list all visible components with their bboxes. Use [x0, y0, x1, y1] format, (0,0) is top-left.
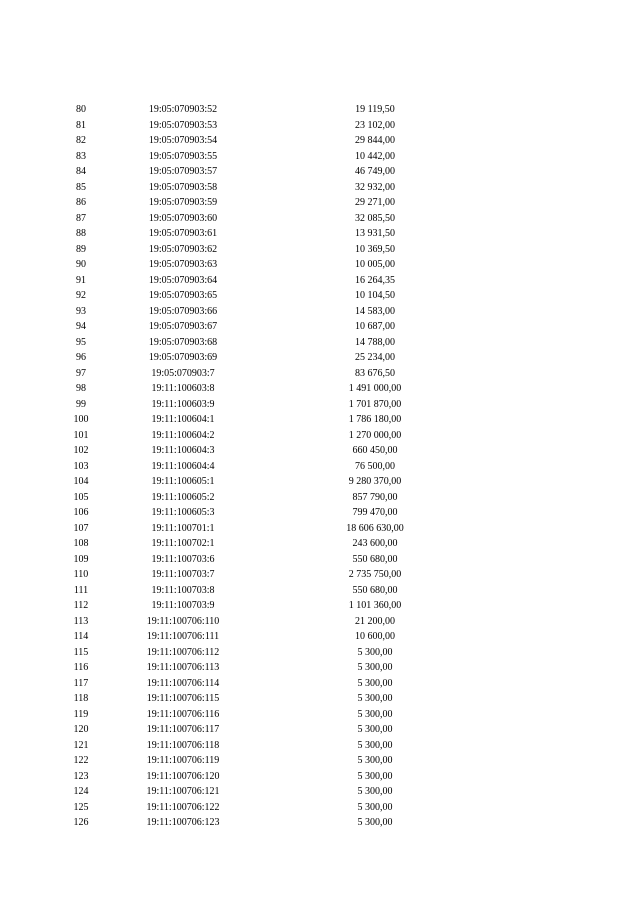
row-number-cell: 125 — [73, 801, 89, 813]
row-number-cell: 87 — [76, 212, 86, 224]
cadastral-number-cell: 19:05:070903:58 — [148, 181, 218, 193]
cadastral-number-cell: 19:11:100603:8 — [151, 383, 215, 394]
cadastral-number-cell: 19:11:100604:2 — [151, 429, 215, 441]
table-row — [0, 474, 640, 490]
table-row — [0, 769, 640, 785]
amount-cell: 21 200,00 — [355, 615, 395, 627]
amount-cell: 10 687,00 — [355, 321, 395, 332]
table-row — [0, 273, 640, 289]
amount-cell: 23 102,00 — [355, 119, 395, 131]
row-number-cell: 126 — [73, 817, 89, 828]
row-number-cell: 96 — [76, 352, 86, 363]
row-number-cell: 108 — [73, 538, 89, 549]
cadastral-number-cell: 19:11:100605:2 — [151, 491, 215, 503]
amount-cell: 29 271,00 — [355, 197, 395, 208]
table-row — [0, 815, 640, 831]
cadastral-number-cell: 19:05:070903:69 — [148, 352, 218, 363]
row-number-cell: 115 — [73, 646, 89, 658]
amount-cell: 32 085,50 — [355, 212, 395, 224]
amount-cell: 5 300,00 — [357, 662, 393, 673]
cadastral-number-cell: 19:05:070903:57 — [148, 166, 218, 177]
data-table — [0, 102, 640, 831]
row-number-cell: 85 — [76, 181, 86, 193]
table-row — [0, 676, 640, 692]
row-number-cell: 99 — [76, 398, 86, 410]
table-row — [0, 567, 640, 583]
table-row — [0, 319, 640, 335]
cadastral-number-cell: 19:11:100706:114 — [146, 677, 220, 689]
cadastral-number-cell: 19:11:100603:9 — [151, 398, 215, 410]
cadastral-number-cell: 19:11:100706:123 — [146, 817, 220, 828]
cadastral-number-cell: 19:05:070903:62 — [148, 243, 218, 255]
row-number-cell: 116 — [73, 662, 89, 673]
cadastral-number-cell: 19:11:100604:4 — [151, 460, 215, 472]
amount-cell: 10 600,00 — [355, 631, 395, 642]
amount-cell: 14 583,00 — [355, 305, 395, 317]
cadastral-number-cell: 19:11:100605:1 — [151, 476, 215, 487]
row-number-cell: 83 — [76, 150, 86, 162]
cadastral-number-cell: 19:11:100706:115 — [146, 693, 220, 704]
table-row — [0, 195, 640, 211]
table-row — [0, 242, 640, 258]
table-row — [0, 490, 640, 506]
table-row — [0, 691, 640, 707]
cadastral-number-cell: 19:05:070903:53 — [148, 119, 218, 131]
row-number-cell: 100 — [73, 414, 89, 425]
amount-cell: 1 701 870,00 — [348, 398, 402, 410]
amount-cell: 857 790,00 — [352, 491, 398, 503]
amount-cell: 1 491 000,00 — [348, 383, 402, 394]
row-number-cell: 94 — [76, 321, 86, 332]
amount-cell: 5 300,00 — [357, 786, 393, 797]
cadastral-number-cell: 19:05:070903:59 — [148, 197, 218, 208]
cadastral-number-cell: 19:11:100605:3 — [151, 507, 215, 518]
amount-cell: 18 606 630,00 — [346, 522, 404, 534]
row-number-cell: 117 — [73, 677, 89, 689]
cadastral-number-cell: 19:05:070903:55 — [148, 150, 218, 162]
amount-cell: 243 600,00 — [352, 538, 398, 549]
table-row — [0, 133, 640, 149]
amount-cell: 1 786 180,00 — [348, 414, 402, 425]
row-number-cell: 109 — [73, 553, 89, 565]
table-row — [0, 211, 640, 227]
row-number-cell: 97 — [76, 367, 86, 379]
cadastral-number-cell: 19:11:100706:116 — [146, 708, 220, 720]
cadastral-number-cell: 19:05:070903:64 — [148, 274, 218, 286]
amount-cell: 76 500,00 — [355, 460, 395, 472]
row-number-cell: 81 — [76, 119, 86, 131]
row-number-cell: 86 — [76, 197, 86, 208]
cadastral-number-cell: 19:11:100706:120 — [146, 770, 220, 782]
cadastral-number-cell: 19:05:070903:68 — [148, 336, 218, 348]
row-number-cell: 119 — [73, 708, 89, 720]
amount-cell: 5 300,00 — [357, 739, 393, 751]
table-row — [0, 800, 640, 816]
table-row — [0, 722, 640, 738]
table-row — [0, 118, 640, 134]
amount-cell: 660 450,00 — [352, 445, 398, 456]
cadastral-number-cell: 19:11:100706:110 — [146, 615, 220, 627]
row-number-cell: 111 — [73, 584, 89, 596]
amount-cell: 25 234,00 — [355, 352, 395, 363]
table-row — [0, 350, 640, 366]
row-number-cell: 112 — [73, 600, 89, 611]
amount-cell: 14 788,00 — [355, 336, 395, 348]
row-number-cell: 89 — [76, 243, 86, 255]
cadastral-number-cell: 19:11:100706:121 — [146, 786, 220, 797]
amount-cell: 1 270 000,00 — [348, 429, 402, 441]
amount-cell: 10 104,50 — [355, 290, 395, 301]
cadastral-number-cell: 19:05:070903:60 — [148, 212, 218, 224]
amount-cell: 799 470,00 — [352, 507, 398, 518]
table-row — [0, 536, 640, 552]
row-number-cell: 90 — [76, 259, 86, 270]
row-number-cell: 104 — [73, 476, 89, 487]
row-number-cell: 84 — [76, 166, 86, 177]
cadastral-number-cell: 19:05:070903:54 — [148, 135, 218, 146]
cadastral-number-cell: 19:11:100702:1 — [151, 538, 215, 549]
row-number-cell: 124 — [73, 786, 89, 797]
table-row — [0, 660, 640, 676]
cadastral-number-cell: 19:11:100701:1 — [151, 522, 215, 534]
row-number-cell: 92 — [76, 290, 86, 301]
row-number-cell: 110 — [73, 569, 89, 580]
table-row — [0, 428, 640, 444]
amount-cell: 550 680,00 — [352, 553, 398, 565]
table-row — [0, 102, 640, 118]
amount-cell: 5 300,00 — [357, 801, 393, 813]
cadastral-number-cell: 19:11:100706:117 — [146, 724, 220, 735]
cadastral-number-cell: 19:11:100706:113 — [146, 662, 220, 673]
table-row — [0, 366, 640, 382]
amount-cell: 19 119,50 — [355, 104, 395, 115]
amount-cell: 16 264,35 — [355, 274, 395, 286]
table-row — [0, 614, 640, 630]
row-number-cell: 121 — [73, 739, 89, 751]
cadastral-number-cell: 19:05:070903:61 — [148, 228, 218, 239]
amount-cell: 83 676,50 — [355, 367, 395, 379]
row-number-cell: 98 — [76, 383, 86, 394]
table-row — [0, 784, 640, 800]
cadastral-number-cell: 19:05:070903:63 — [148, 259, 218, 270]
row-number-cell: 122 — [73, 755, 89, 766]
amount-cell: 5 300,00 — [357, 693, 393, 704]
cadastral-number-cell: 19:11:100703:6 — [151, 553, 215, 565]
amount-cell: 550 680,00 — [352, 584, 398, 596]
amount-cell: 5 300,00 — [357, 708, 393, 720]
row-number-cell: 120 — [73, 724, 89, 735]
amount-cell: 5 300,00 — [357, 646, 393, 658]
amount-cell: 10 442,00 — [355, 150, 395, 162]
row-number-cell: 105 — [73, 491, 89, 503]
table-row — [0, 180, 640, 196]
row-number-cell: 95 — [76, 336, 86, 348]
row-number-cell: 101 — [73, 429, 89, 441]
amount-cell: 1 101 360,00 — [348, 600, 402, 611]
amount-cell: 5 300,00 — [357, 770, 393, 782]
cadastral-number-cell: 19:05:070903:7 — [151, 367, 215, 379]
amount-cell: 5 300,00 — [357, 817, 393, 828]
row-number-cell: 102 — [73, 445, 89, 456]
amount-cell: 5 300,00 — [357, 677, 393, 689]
table-row — [0, 583, 640, 599]
table-row — [0, 412, 640, 428]
row-number-cell: 113 — [73, 615, 89, 627]
cadastral-number-cell: 19:11:100706:122 — [146, 801, 220, 813]
cadastral-number-cell: 19:11:100703:9 — [151, 600, 215, 611]
cadastral-number-cell: 19:05:070903:67 — [148, 321, 218, 332]
amount-cell: 32 932,00 — [355, 181, 395, 193]
table-row — [0, 645, 640, 661]
row-number-cell: 107 — [73, 522, 89, 534]
row-number-cell: 93 — [76, 305, 86, 317]
row-number-cell: 80 — [76, 104, 86, 115]
cadastral-number-cell: 19:11:100706:119 — [146, 755, 220, 766]
cadastral-number-cell: 19:05:070903:65 — [148, 290, 218, 301]
cadastral-number-cell: 19:11:100703:8 — [151, 584, 215, 596]
table-row — [0, 257, 640, 273]
row-number-cell: 91 — [76, 274, 86, 286]
table-row — [0, 443, 640, 459]
table-row — [0, 304, 640, 320]
row-number-cell: 123 — [73, 770, 89, 782]
table-row — [0, 521, 640, 537]
table-row — [0, 552, 640, 568]
table-row — [0, 149, 640, 165]
table-row — [0, 629, 640, 645]
amount-cell: 2 735 750,00 — [348, 569, 402, 580]
amount-cell: 46 749,00 — [355, 166, 395, 177]
amount-cell: 10 005,00 — [355, 259, 395, 270]
cadastral-number-cell: 19:11:100706:112 — [146, 646, 220, 658]
table-row — [0, 459, 640, 475]
table-row — [0, 598, 640, 614]
cadastral-number-cell: 19:11:100604:1 — [151, 414, 215, 425]
table-row — [0, 753, 640, 769]
row-number-cell: 106 — [73, 507, 89, 518]
amount-cell: 5 300,00 — [357, 724, 393, 735]
cadastral-number-cell: 19:11:100706:118 — [146, 739, 220, 751]
cadastral-number-cell: 19:11:100703:7 — [151, 569, 215, 580]
table-row — [0, 288, 640, 304]
cadastral-number-cell: 19:11:100706:111 — [146, 631, 220, 642]
table-row — [0, 738, 640, 754]
row-number-cell: 103 — [73, 460, 89, 472]
row-number-cell: 88 — [76, 228, 86, 239]
cadastral-number-cell: 19:11:100604:3 — [151, 445, 215, 456]
row-number-cell: 82 — [76, 135, 86, 146]
table-row — [0, 707, 640, 723]
table-row — [0, 335, 640, 351]
amount-cell: 5 300,00 — [357, 755, 393, 766]
table-row — [0, 164, 640, 180]
amount-cell: 9 280 370,00 — [348, 476, 402, 487]
amount-cell: 10 369,50 — [355, 243, 395, 255]
cadastral-number-cell: 19:05:070903:52 — [148, 104, 218, 115]
amount-cell: 29 844,00 — [355, 135, 395, 146]
table-row — [0, 397, 640, 413]
cadastral-number-cell: 19:05:070903:66 — [148, 305, 218, 317]
amount-cell: 13 931,50 — [355, 228, 395, 239]
table-row — [0, 505, 640, 521]
row-number-cell: 118 — [73, 693, 89, 704]
row-number-cell: 114 — [73, 631, 89, 642]
table-row — [0, 226, 640, 242]
table-row — [0, 381, 640, 397]
